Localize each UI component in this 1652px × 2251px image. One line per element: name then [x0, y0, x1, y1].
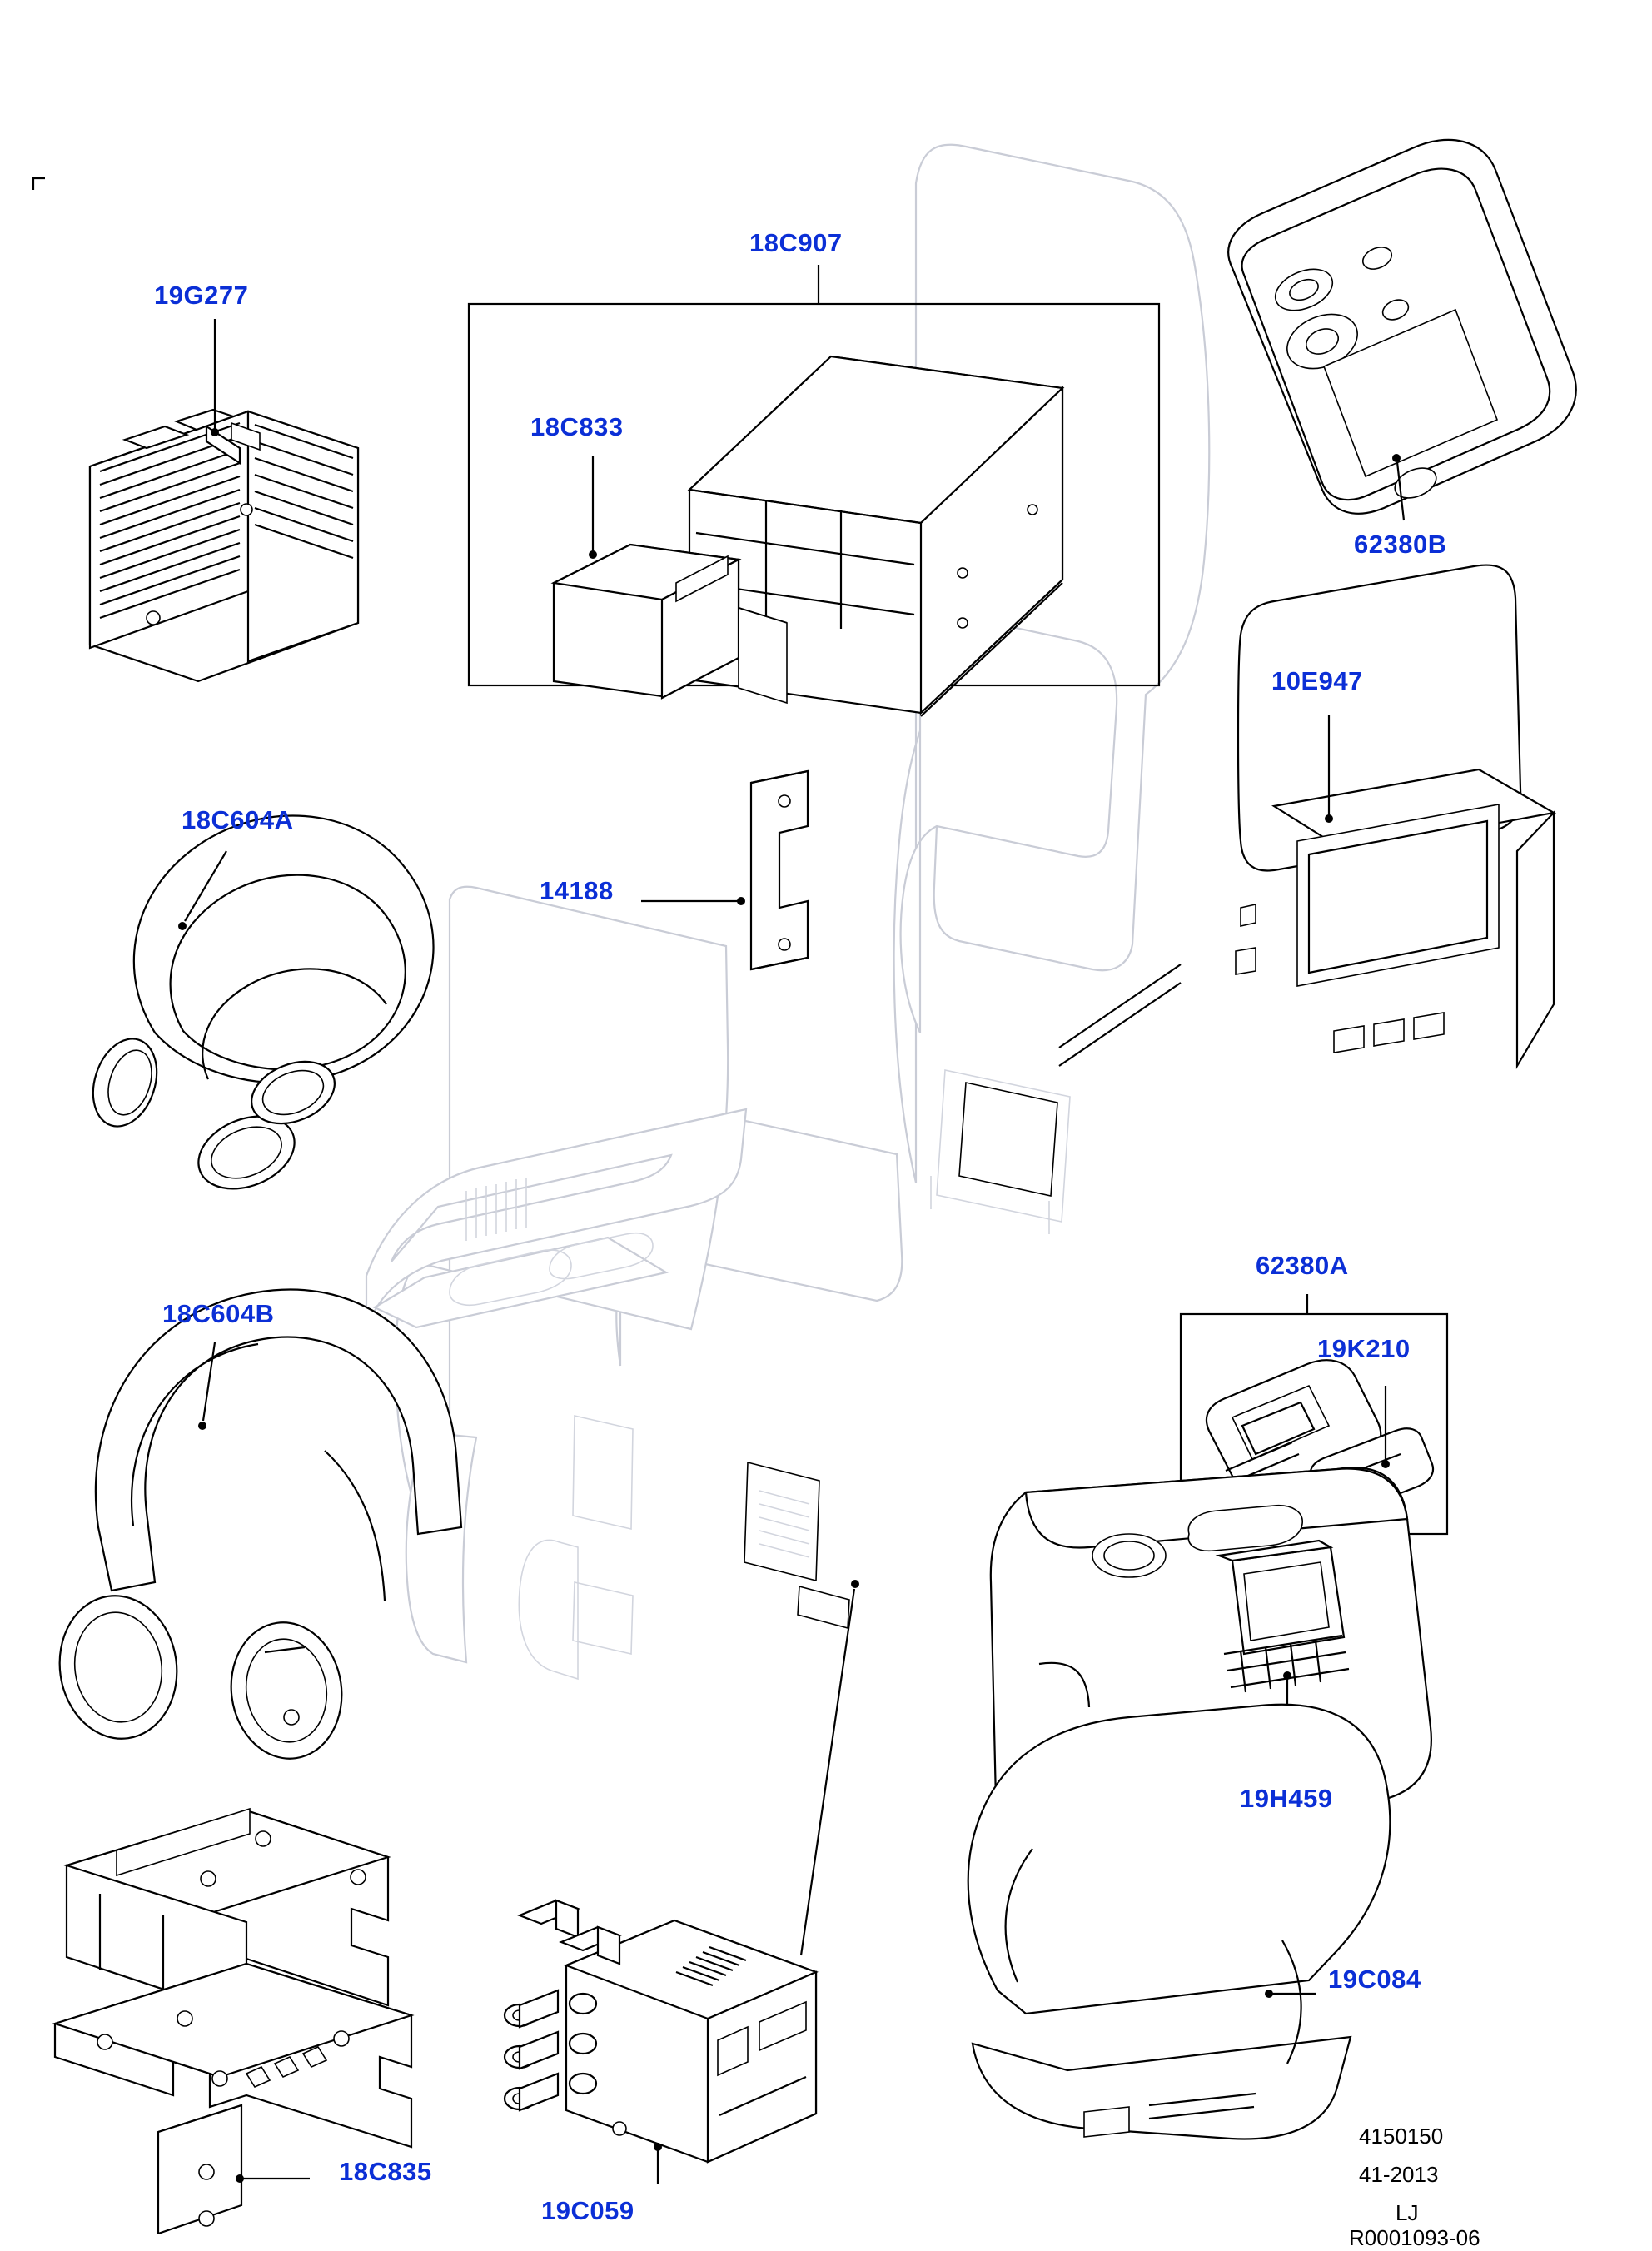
label-19C084: 19C084	[1328, 1965, 1421, 1994]
label-18C604A: 18C604A	[182, 805, 294, 834]
part-19G277-amplifier	[90, 319, 358, 681]
footer-ref-code: R0001093-06	[1349, 2225, 1480, 2250]
part-62380B-remote	[1228, 140, 1576, 520]
label-62380A: 62380A	[1256, 1251, 1349, 1280]
label-62380B: 62380B	[1354, 530, 1447, 559]
part-19C059-media-unit	[505, 1580, 859, 2184]
part-19C084-armrest	[968, 1705, 1391, 2139]
label-18C907: 18C907	[749, 228, 843, 257]
label-10E947: 10E947	[1271, 666, 1363, 695]
label-19C059: 19C059	[541, 2196, 634, 2225]
part-18C604B-headphones	[51, 1290, 461, 1766]
label-18C835: 18C835	[339, 2157, 432, 2186]
label-14188: 14188	[540, 876, 614, 905]
part-14188-bracket	[641, 771, 808, 969]
part-10E947-display	[1059, 565, 1554, 1066]
part-18C907-group	[469, 265, 1159, 716]
label-19H459: 19H459	[1240, 1784, 1333, 1813]
label-19K210: 19K210	[1317, 1334, 1411, 1363]
footer-section: 41-2013	[1359, 2162, 1439, 2187]
footer-drawing-number: 4150150	[1359, 2124, 1444, 2149]
part-18C604A-headphones	[82, 815, 433, 1202]
label-18C604B: 18C604B	[162, 1299, 275, 1328]
label-18C833: 18C833	[530, 412, 624, 441]
footer-model-code: LJ	[1396, 2200, 1419, 2225]
label-19G277: 19G277	[154, 281, 249, 310]
